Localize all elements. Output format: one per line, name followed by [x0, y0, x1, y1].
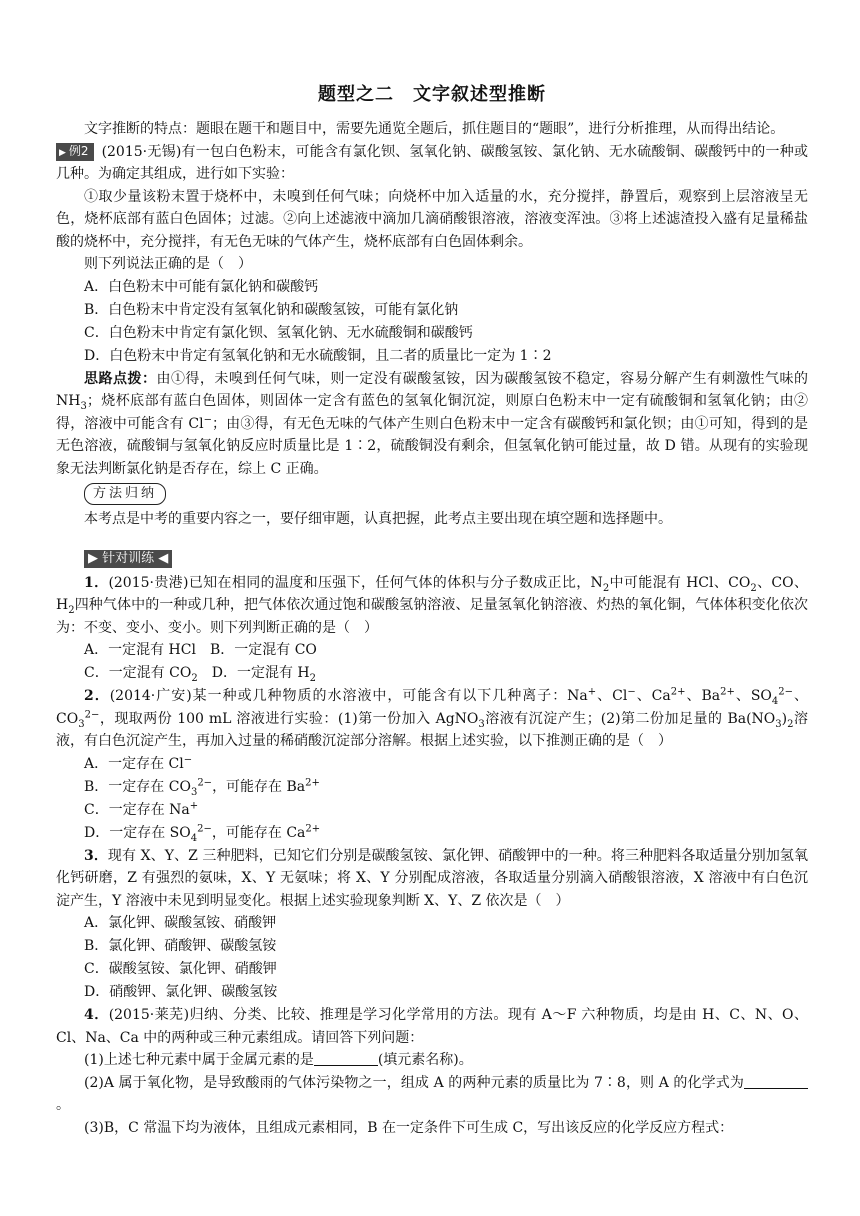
question-3: 3．现有 X、Y、Z 三种肥料，已知它们分别是碳酸氢铵、氯化钾、硝酸钾中的一种。将三种肥料各取适量分别加氢氧化钙研磨，Z 有强烈的氨味，X、Y 无氨味；将 X、Y 分别配成溶液，各取适量分别滴入硝酸银溶液，X 溶液中有白色沉淀产生，Y 溶液中未见到明显变化。根据上述实验现象判断 X、Y、Z 依次是（ ）	[56, 847, 808, 909]
answer-blank	[744, 1074, 808, 1089]
document-page	[56, 80, 808, 1139]
question-1: 1．(2015·贵港)已知在相同的温度和压强下，任何气体的体积与分子数成正比，$N_2$中可能混有 HCl、$CO_2$、CO、$H_2$四种气体中的一种或几种，把气体依次通过饱和碳酸氢钠溶液、足量氢氧化钠溶液、灼热的氧化铜，气体体积变化依次为：不变、变小、变小。则下列判断正确的是（ ）	[56, 574, 808, 636]
question-4-part-2: (2)A 属于氧化物，是导致酸雨的气体污染物之一，组成 A 的两种元素的质量比为 7∶8，则 A 的化学式为。	[56, 1072, 808, 1117]
example-stem: ▶ 例2 (2015·无锡)有一包白色粉末，可能含有氯化钡、氢氧化钠、碳酸氢铵、氯化钠、无水硫酸铜、碳酸钙中的一种或几种。为确定其组成，进行如下实验：	[56, 143, 808, 182]
question-2-option: D．一定存在 $SO_4^{2-}$，可能存在 $Ca^{2+}$	[84, 822, 321, 844]
triangle-right-icon: ▶	[88, 550, 98, 566]
question-1-options-row: A．一定混有 HCl B．一定混有 CO	[84, 642, 317, 658]
question-4-part-1: (1)上述七种元素中属于金属元素的是 (填元素名称)。	[84, 1052, 473, 1068]
page-title: 题型之二 文字叙述型推断	[318, 84, 546, 105]
question-4-part-3: (3)B，C 常温下均为液体，且组成元素相同，B 在一定条件下可生成 C，写出该反应的化学反应方程式：	[84, 1119, 734, 1136]
solution-hint: 思路点拨：由①得，未嗅到任何气味，则一定没有碳酸氢铵，因为碳酸氢铵不稳定，容易分解产生有刺激性气味的 $NH_3$；烧杯底部有蓝白色固体，则固体一定含有蓝色的氢氧化铜沉淀，则原白色粉末中一定有硫酸铜和氢氧化钠；由②得，溶液中可能含有 Cl−；由③得，有无色无味的气体产生则白色粉末中一定含有碳酸钙和氯化钡；由①可知，得到的是无色溶液，硫酸铜与氢氧化钠反应时质量比是 1∶2，硫酸铜没有剩余，但氢氧化钠可能过量，故 D 错。从现有的实验现象无法判断氯化钠是否存在，综上 C 正确。	[56, 370, 809, 477]
example-steps: ①取少量该粉末置于烧杯中，未嗅到任何气味；向烧杯中加入适量的水，充分搅拌，静置后，观察到上层溶液呈无色，烧杯底部有蓝白色固体；过滤。②向上述滤液中滴加几滴硝酸银溶液，溶液变浑浊。③将上述滤渣投入盛有足量稀盐酸的烧杯中，充分搅拌，有无色无味的气体产生，烧杯底部有白色固体剩余。	[56, 188, 808, 250]
question-2-option: C．一定存在 Na+	[84, 799, 199, 818]
question-4: 4．(2015·莱芜)归纳、分类、比较、推理是学习化学常用的方法。现有 A～F 六种物质，均是由 H、C、N、O、Cl、Na、Ca 中的两种或三种元素组成。请回答下列问题：	[56, 1007, 808, 1046]
question-3-option: A．氯化钾、碳酸氢铵、硝酸钾	[84, 915, 277, 931]
triangle-left-icon: ◀	[158, 550, 169, 566]
method-summary-text: 本考点是中考的重要内容之一，要仔细审题，认真把握，此考点主要出现在填空题和选择题中。	[84, 511, 672, 527]
example-option: A．白色粉末中可能有氯化钠和碳酸钙	[84, 278, 319, 295]
question-3-option: C．碳酸氢铵、氯化钾、硝酸钾	[84, 961, 277, 977]
triangle-icon: ▶	[59, 147, 66, 158]
answer-blank	[314, 1051, 378, 1066]
training-header: ▶ 针对训练 ◀	[84, 550, 172, 568]
example-option: D．白色粉末中肯定有氢氧化钠和无水硫酸铜，且二者的质量比一定为 1∶2	[84, 347, 552, 364]
question-1-options-row: C．一定混有 $CO_2$ D．一定混有 $H_2$	[84, 665, 316, 684]
question-2-option: B．一定存在 $CO_3^{2-}$，可能存在 $Ba^{2+}$	[84, 776, 320, 798]
example-tag: ▶ 例2	[56, 143, 94, 161]
question-2-option: A．一定存在 Cl−	[84, 753, 193, 772]
hint-label: 思路点拨：	[84, 370, 157, 387]
example-question: 则下列说法正确的是（ ）	[84, 256, 252, 272]
example-option: C．白色粉末中肯定有氯化钡、氢氧化钠、无水硫酸铜和碳酸钙	[84, 324, 473, 341]
method-summary-badge: 方法归纳	[84, 483, 166, 505]
question-3-option: B．氯化钾、硝酸钾、碳酸氢铵	[84, 938, 277, 954]
question-3-option: D．硝酸钾、氯化钾、碳酸氢铵	[84, 984, 278, 1000]
example-option: B．白色粉末中肯定没有氢氧化钠和碳酸氢铵，可能有氯化钠	[84, 301, 459, 318]
intro-paragraph: 文字推断的特点：题眼在题干和题目中，需要先通览全题后，抓住题目的“题眼”，进行分析推理，从而得出结论。	[84, 121, 785, 137]
question-2: 2．(2014·广安)某一种或几种物质的水溶液中，可能含有以下几种离子：Na+、Cl−、$Ca^{2+}$、$Ba^{2+}$、$SO_4^{2-}$、$CO_3^{2-}$，现取两份 100 mL 溶液进行实验：(1)第一份加入 AgNO$_3$溶液有沉淀产生；(2)第二份加足量的 $Ba(NO_3)_2$溶液，有白色沉淀产生，再加入过量的稀硝酸沉淀部分溶解。根据上述实验，以下推测正确的是（ ）	[56, 686, 808, 749]
